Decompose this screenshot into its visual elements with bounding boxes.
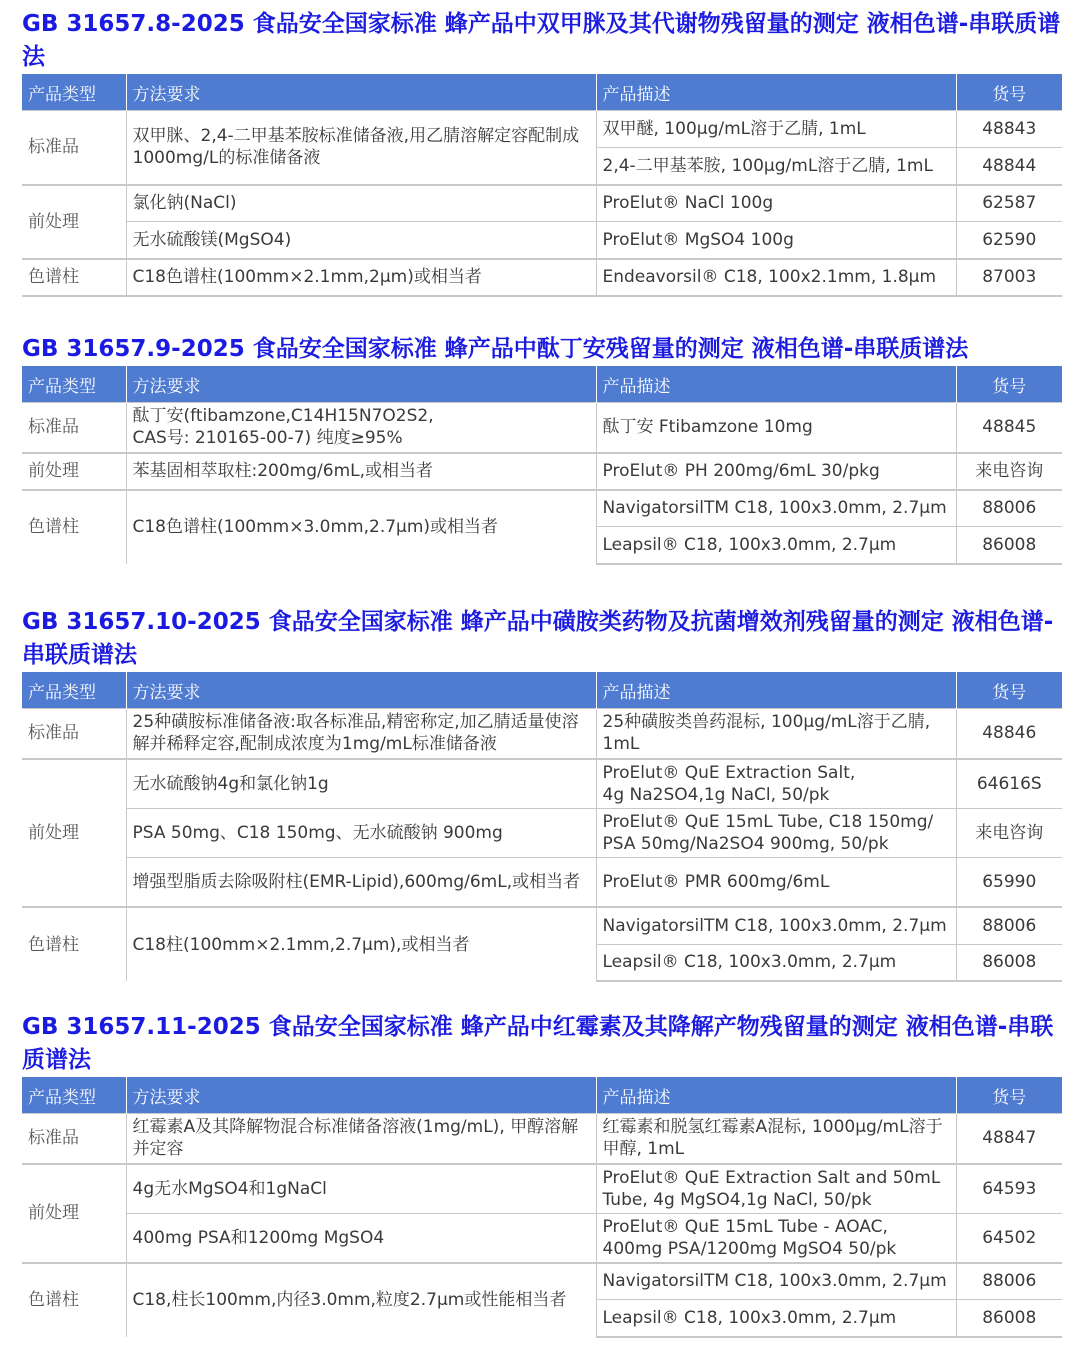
cell-method: C18色谱柱(100mm×2.1mm,2µm)或相当者 bbox=[126, 259, 596, 296]
header-method: 方法要求 bbox=[126, 74, 596, 111]
header-sku: 货号 bbox=[956, 672, 1062, 709]
section-title: GB 31657.9-2025 食品安全国家标准 蜂产品中酞丁安残留量的测定 液相色谱-串联质谱法 bbox=[22, 336, 969, 362]
desc-line: 400mg PSA/1200mg MgSO4 50/pk bbox=[602, 1238, 897, 1259]
table-row bbox=[22, 857, 1062, 907]
table-row bbox=[22, 1164, 1062, 1214]
cell-desc: 酞丁安 Ftibamzone 10mg bbox=[596, 403, 956, 453]
cell-sku: 88006 bbox=[956, 1263, 1062, 1300]
cell-method: 无水硫酸钠4g和氯化钠1g bbox=[126, 759, 596, 809]
desc-line: Tube, 4g MgSO4,1g NaCl, 50/pk bbox=[602, 1189, 872, 1210]
cell-method: PSA 50mg、C18 150mg、无水硫酸钠 900mg bbox=[126, 808, 596, 857]
table-row bbox=[22, 1263, 1062, 1300]
cell-type: 色谱柱 bbox=[22, 259, 126, 296]
section-31657-10 bbox=[22, 606, 1062, 982]
table-row bbox=[22, 1114, 1062, 1164]
desc-line: 4g Na2SO4,1g NaCl, 50/pk bbox=[602, 784, 830, 805]
cell-desc: NavigatorsilTM C18, 100x3.0mm, 2.7µm bbox=[596, 1263, 956, 1300]
cell-sku: 48844 bbox=[956, 148, 1062, 185]
table-header bbox=[22, 672, 1062, 709]
desc-line: PSA 50mg/Na2SO4 900mg, 50/pk bbox=[602, 833, 889, 854]
header-type: 产品类型 bbox=[22, 74, 126, 111]
table-row bbox=[22, 111, 1062, 148]
cell-type: 色谱柱 bbox=[22, 907, 126, 981]
cell-type: 前处理 bbox=[22, 453, 126, 490]
cell-sku: 86008 bbox=[956, 527, 1062, 564]
cell-sku: 86008 bbox=[956, 1300, 1062, 1337]
table-row bbox=[22, 808, 1062, 857]
header-desc: 产品描述 bbox=[596, 1077, 956, 1114]
cell-method: 25种磺胺标准储备液:取各标准品,精密称定,加乙腈适量使溶解并稀释定容,配制成浓度为1mg/mL标准储备液 bbox=[126, 709, 596, 759]
header-type: 产品类型 bbox=[22, 672, 126, 709]
header-sku: 货号 bbox=[956, 74, 1062, 111]
desc-line: ProElut® QuE 15mL Tube, C18 150mg/ bbox=[602, 811, 934, 832]
cell-type: 色谱柱 bbox=[22, 490, 126, 564]
header-method: 方法要求 bbox=[126, 366, 596, 403]
header-type: 产品类型 bbox=[22, 1077, 126, 1114]
cell-desc bbox=[596, 1213, 956, 1263]
table-row bbox=[22, 490, 1062, 527]
cell-sku: 88006 bbox=[956, 490, 1062, 527]
cell-sku: 48843 bbox=[956, 111, 1062, 148]
table-row bbox=[22, 403, 1062, 453]
cell-sku: 64616S bbox=[956, 759, 1062, 809]
cell-sku: 62590 bbox=[956, 222, 1062, 259]
cell-desc: ProElut® PH 200mg/6mL 30/pkg bbox=[596, 453, 956, 490]
cell-method: 增强型脂质去除吸附柱(EMR-Lipid),600mg/6mL,或相当者 bbox=[126, 857, 596, 907]
header-sku: 货号 bbox=[956, 1077, 1062, 1114]
section-31657-8 bbox=[22, 8, 1062, 297]
cell-method: 氯化钠(NaCl) bbox=[126, 185, 596, 222]
cell-method: C18,柱长100mm,内径3.0mm,粒度2.7µm或性能相当者 bbox=[126, 1263, 596, 1337]
header-method: 方法要求 bbox=[126, 672, 596, 709]
cell-method: 红霉素A及其降解物混合标准储备溶液(1mg/mL), 甲醇溶解并定容 bbox=[126, 1114, 596, 1164]
cell-method: 400mg PSA和1200mg MgSO4 bbox=[126, 1213, 596, 1263]
table-row bbox=[22, 1213, 1062, 1263]
section-title: GB 31657.10-2025 食品安全国家标准 蜂产品中磺胺类药物及抗菌增效剂残留量的测定 液相色谱-串联质谱法 bbox=[22, 609, 1054, 668]
cell-sku: 来电咨询 bbox=[956, 453, 1062, 490]
cell-desc: ProElut® MgSO4 100g bbox=[596, 222, 956, 259]
cell-method bbox=[126, 403, 596, 453]
header-desc: 产品描述 bbox=[596, 672, 956, 709]
table-row bbox=[22, 453, 1062, 490]
header-desc: 产品描述 bbox=[596, 74, 956, 111]
table-row bbox=[22, 709, 1062, 759]
cell-type: 前处理 bbox=[22, 185, 126, 259]
cell-desc: 2,4-二甲基苯胺, 100µg/mL溶于乙腈, 1mL bbox=[596, 148, 956, 185]
section-31657-9 bbox=[22, 333, 1062, 565]
cell-desc: NavigatorsilTM C18, 100x3.0mm, 2.7µm bbox=[596, 907, 956, 944]
table-row bbox=[22, 759, 1062, 809]
cell-desc bbox=[596, 1164, 956, 1214]
cell-sku: 65990 bbox=[956, 857, 1062, 907]
cell-desc: Leapsil® C18, 100x3.0mm, 2.7µm bbox=[596, 944, 956, 981]
header-type: 产品类型 bbox=[22, 366, 126, 403]
cell-type: 标准品 bbox=[22, 709, 126, 759]
cell-sku: 来电咨询 bbox=[956, 808, 1062, 857]
cell-sku: 48845 bbox=[956, 403, 1062, 453]
table-row bbox=[22, 259, 1062, 296]
product-table bbox=[22, 366, 1062, 565]
cell-desc: Leapsil® C18, 100x3.0mm, 2.7µm bbox=[596, 527, 956, 564]
cell-sku: 88006 bbox=[956, 907, 1062, 944]
table-header bbox=[22, 74, 1062, 111]
cell-desc: Leapsil® C18, 100x3.0mm, 2.7µm bbox=[596, 1300, 956, 1337]
cell-desc: NavigatorsilTM C18, 100x3.0mm, 2.7µm bbox=[596, 490, 956, 527]
header-sku: 货号 bbox=[956, 366, 1062, 403]
cell-method: 苯基固相萃取柱:200mg/6mL,或相当者 bbox=[126, 453, 596, 490]
method-line: 酞丁安(ftibamzone,C14H15N7O2S2, bbox=[132, 406, 434, 427]
desc-line: ProElut® QuE 15mL Tube - AOAC, bbox=[602, 1216, 888, 1237]
table-row bbox=[22, 185, 1062, 222]
cell-desc: Endeavorsil® C18, 100x2.1mm, 1.8µm bbox=[596, 259, 956, 296]
cell-desc: ProElut® PMR 600mg/6mL bbox=[596, 857, 956, 907]
cell-method: C18柱(100mm×2.1mm,2.7µm),或相当者 bbox=[126, 907, 596, 981]
table-header bbox=[22, 1077, 1062, 1114]
cell-desc: 25种磺胺类兽药混标, 100µg/mL溶于乙腈, 1mL bbox=[596, 709, 956, 759]
section-title: GB 31657.8-2025 食品安全国家标准 蜂产品中双甲脒及其代谢物残留量的测定 液相色谱-串联质谱法 bbox=[22, 11, 1061, 70]
cell-sku: 86008 bbox=[956, 944, 1062, 981]
product-table bbox=[22, 672, 1062, 982]
method-line: CAS号: 210165-00-7) 纯度≥95% bbox=[132, 428, 403, 449]
cell-type: 前处理 bbox=[22, 759, 126, 908]
section-31657-11 bbox=[22, 1011, 1062, 1338]
product-table bbox=[22, 74, 1062, 297]
cell-method: 无水硫酸镁(MgSO4) bbox=[126, 222, 596, 259]
cell-desc: ProElut® NaCl 100g bbox=[596, 185, 956, 222]
cell-sku: 87003 bbox=[956, 259, 1062, 296]
cell-method: 双甲脒、2,4-二甲基苯胺标准储备液,用乙腈溶解定容配制成1000mg/L的标准储备液 bbox=[126, 111, 596, 185]
desc-line: ProElut® QuE Extraction Salt, bbox=[602, 762, 856, 783]
cell-sku: 48847 bbox=[956, 1114, 1062, 1164]
section-title: GB 31657.11-2025 食品安全国家标准 蜂产品中红霉素及其降解产物残留量的测定 液相色谱-串联质谱法 bbox=[22, 1014, 1054, 1073]
product-table bbox=[22, 1077, 1062, 1338]
cell-type: 色谱柱 bbox=[22, 1263, 126, 1337]
cell-desc bbox=[596, 808, 956, 857]
cell-type: 标准品 bbox=[22, 403, 126, 453]
cell-sku: 48846 bbox=[956, 709, 1062, 759]
cell-desc: 红霉素和脱氢红霉素A混标, 1000µg/mL溶于甲醇, 1mL bbox=[596, 1114, 956, 1164]
header-method: 方法要求 bbox=[126, 1077, 596, 1114]
cell-method: 4g无水MgSO4和1gNaCl bbox=[126, 1164, 596, 1214]
header-desc: 产品描述 bbox=[596, 366, 956, 403]
desc-line: ProElut® QuE Extraction Salt and 50mL bbox=[602, 1167, 941, 1188]
cell-type: 标准品 bbox=[22, 1114, 126, 1164]
cell-sku: 64502 bbox=[956, 1213, 1062, 1263]
cell-desc bbox=[596, 759, 956, 809]
table-header bbox=[22, 366, 1062, 403]
cell-desc: 双甲醚, 100µg/mL溶于乙腈, 1mL bbox=[596, 111, 956, 148]
cell-type: 标准品 bbox=[22, 111, 126, 185]
table-row bbox=[22, 907, 1062, 944]
cell-sku: 64593 bbox=[956, 1164, 1062, 1214]
cell-method: C18色谱柱(100mm×3.0mm,2.7µm)或相当者 bbox=[126, 490, 596, 564]
cell-type: 前处理 bbox=[22, 1164, 126, 1263]
table-row bbox=[22, 222, 1062, 259]
cell-sku: 62587 bbox=[956, 185, 1062, 222]
